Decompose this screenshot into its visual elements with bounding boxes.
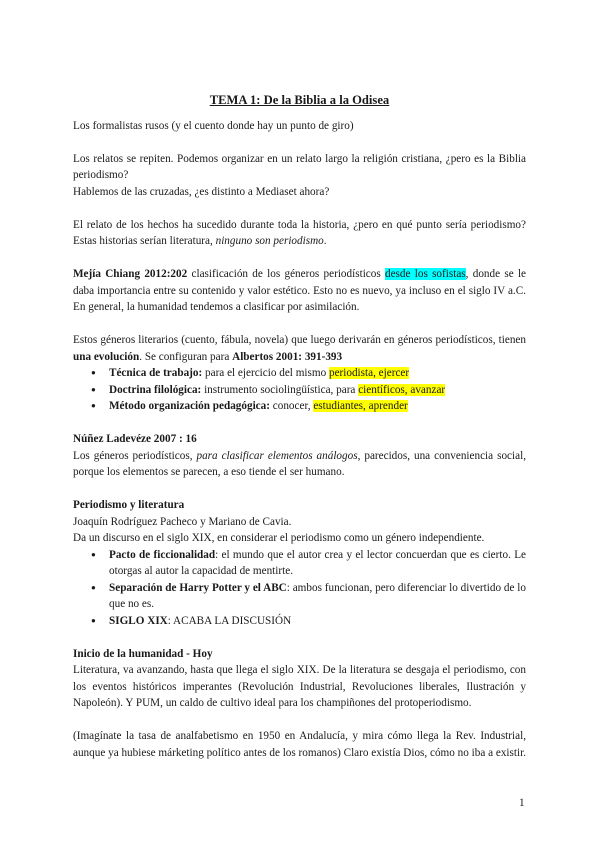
page-title: TEMA 1: De la Biblia a la Odisea — [209, 93, 390, 107]
heading-periodismo-literatura: Periodismo y literatura — [73, 499, 185, 511]
paragraph-analfabetismo: (Imagínate la tasa de analfabetismo en 1950 en Andalucía, y mira cómo llega la Rev. Industrial, aunque ya hubiese márketing político antes de los romanos) Claro existía Dios, cómo no iba a existir. — [73, 730, 526, 759]
list-item: ● Método organización pedagógica: conocer, estudiantes, aprender — [109, 398, 526, 415]
highlight-sofistas: desde los sofistas — [385, 268, 466, 280]
list-item: ● Técnica de trabajo: para el ejercicio del mismo periodista, ejercer — [109, 365, 526, 382]
list-item: ● Pacto de ficcionalidad: el mundo que el autor crea y el lector concuerdan que es cierto. Le otorgas al autor la capacidad de mentirte. — [109, 547, 526, 580]
list-siglo-xix — [73, 547, 526, 630]
paragraph-relato-hechos: El relato de los hechos ha sucedido durante toda la historia, ¿pero en qué punto sería periodismo? Estas historias serían literatura, ninguno son periodismo. — [73, 218, 526, 247]
list-item: ● Separación de Harry Potter y el ABC: ambos funcionan, pero diferenciar lo divertido de lo que no es. — [109, 580, 526, 613]
paragraph-autores: Joaquín Rodríguez Pacheco y Mariano de Cavia. — [73, 515, 292, 528]
list-albertos — [73, 365, 526, 415]
page-number: 1 — [519, 797, 525, 809]
paragraph-relatos: Los relatos se repiten. Podemos organizar en un relato largo la religión cristiana, ¿pero es la Biblia periodismo? — [73, 152, 526, 181]
list-item: ● SIGLO XIX: ACABA LA DISCUSIÓN — [109, 613, 526, 630]
paragraph-discurso: Da un discurso en el siglo XIX, en considerar el periodismo como un género independiente. — [73, 532, 485, 544]
heading-inicio-humanidad: Inicio de la humanidad - Hoy — [73, 647, 213, 660]
paragraph-mejia: Mejía Chiang 2012:202 clasificación de los géneros periodísticos desde los sofistas, donde se le daba importancia entre su contenido y valor estético. Esto no es nuevo, ya incluso en el siglo IV a.C. En general, la humanidad tendemos a clasificar por asimilación. — [73, 268, 527, 313]
heading-nunez: Núñez Ladevéze 2007 : 16 — [73, 433, 197, 445]
document-page — [73, 92, 526, 761]
list-item: ● Doctrina filológica: instrumento sociolingüística, para científicos, avanzar — [109, 382, 526, 399]
paragraph-literatura: Literatura, va avanzando, hasta que llega el siglo XIX. De la literatura se desgaja el periodismo, con los eventos históricos imperantes (Revolución Industrial, Revoluciones liberales, Ilustración y Napoleón). Y PUM, un caldo de cultivo ideal para los champiñones del protoperiodismo. — [73, 664, 526, 709]
paragraph-generos: Estos géneros literarios (cuento, fábula, novela) que luego derivarán en géneros periodísticos, tienen una evolución. Se configuran para Albertos 2001: 391-393 — [73, 334, 526, 363]
paragraph-formalistas: Los formalistas rusos (y el cuento donde hay un punto de giro) — [73, 119, 354, 132]
paragraph-generos-periodisticos: Los géneros periodísticos, para clasificar elementos análogos, parecidos, una conveniencia social, porque los elementos se parecen, a eso tiende el ser humano. — [73, 449, 527, 478]
paragraph-cruzadas: Hablemos de las cruzadas, ¿es distinto a Mediaset ahora? — [73, 185, 330, 198]
